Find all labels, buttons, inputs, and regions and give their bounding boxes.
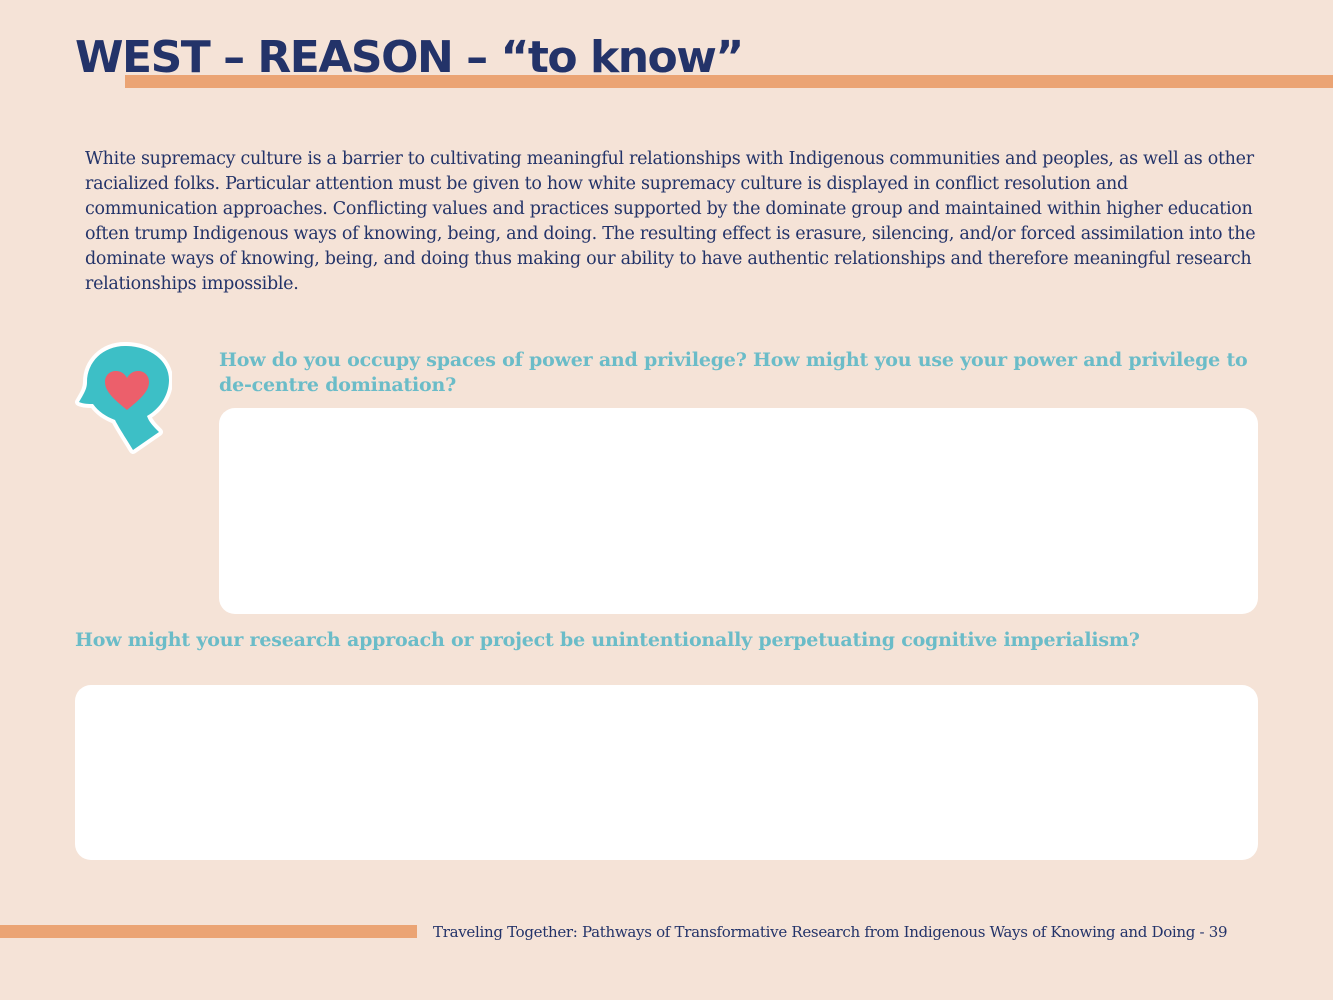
question-cognitive-imperialism: How might your research approach or project be unintentionally perpetuating cognitive imperialism?: [75, 629, 1140, 651]
answer-box-power-privilege[interactable]: [219, 408, 1258, 614]
question-power-privilege: How do you occupy spaces of power and privilege? How might you use your power and privilege to de-centre domination?: [219, 349, 1248, 396]
footer-rule: [0, 925, 417, 938]
footer-page-label: Traveling Together: Pathways of Transformative Research from Indigenous Ways of Knowing and Doing - 39: [433, 923, 1228, 941]
page-title: WEST – REASON – “to know”: [75, 32, 743, 83]
head-with-heart-icon: [72, 340, 172, 455]
intro-paragraph: White supremacy culture is a barrier to cultivating meaningful relationships with Indigenous communities and peoples, as well as other racialized folks. Particular attention must be given to how white supremacy culture is displayed in conflict resolution and communication approaches. Conflicting values and practices supported by the dominate group and maintained within higher education often trump Indigenous ways of knowing, being, and doing. The resulting effect is erasure, silencing, and/or forced assimilation into the dominate ways of knowing, being, and doing thus making our ability to have authentic relationships and therefore meaningful research relationships impossible.: [85, 149, 1256, 294]
answer-box-cognitive-imperialism[interactable]: [75, 685, 1258, 860]
